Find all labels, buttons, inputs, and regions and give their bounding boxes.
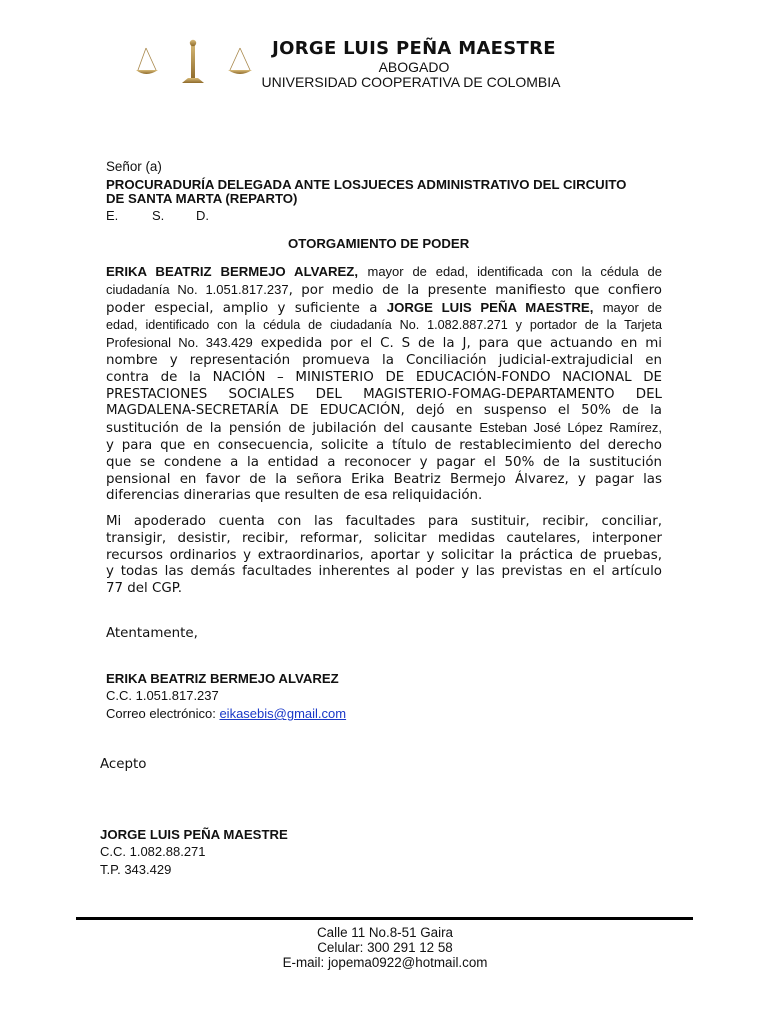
grant-paragraph: ERIKA BEATRIZ BERMEJO ALVAREZ, mayor de edad, identificada con la cédula de ciudadanía No. 1.051.817.237, por medio de la presente manifiesto que confiero poder especial, amplio y suficiente a JORGE LUIS PEÑA MAESTRE, mayor de edad, identificado con la cédula de ciudadanía No. 1.082.887.271 y portador de la Tarjeta Profesional No. 343.429 expedida por el C. S de la J, para que actuando en mi nombre y representación promueva la Conciliación judicial-extrajudicial en contra de la NACIÓN – MINISTERIO DE EDUCACIÓN-FONDO NACIONAL DE PRESTACIONES SOCIALES DEL MAGISTERIO-FOMAG-DEPARTAMENTO DEL MAGDALENA-SECRETARÍA DE EDUCACIÓN, dejó en suspenso el 50% de la sustitución de la pensión de jubilación del causante Esteban José López Ramírez, y para que en consecuencia, solicite a título de restablecimiento del derecho que se condene a la entidad a reconocer y pagar el 50% de la sustitución pensional en favor de la señora Erika Beatriz Bermejo Álvarez, y pagar las diferencias dinerarias que resulten de esa reliquidación. <box>106 264 663 504</box>
acepto: Acepto <box>100 757 147 772</box>
signer2-cc: C.C. 1.082.88.271 <box>100 844 206 859</box>
closing: Atentamente, <box>106 626 198 641</box>
footer-phone: Celular: 300 291 12 58 <box>317 940 453 955</box>
attorney-name: JORGE LUIS PEÑA MAESTRE, <box>386 299 594 315</box>
scales-of-justice-icon <box>134 36 252 86</box>
esd-e: E. <box>106 208 119 223</box>
header-university: UNIVERSIDAD COOPERATIVA DE COLOMBIA <box>261 74 561 90</box>
footer-divider <box>76 917 693 920</box>
recipient-line-2: DE SANTA MARTA (REPARTO) <box>106 191 298 206</box>
esd-d: D. <box>196 208 209 223</box>
signer1-cc: C.C. 1.051.817.237 <box>106 688 219 703</box>
grantor-name: ERIKA BEATRIZ BERMEJO ALVAREZ, <box>106 264 359 279</box>
salutation: Señor (a) <box>106 159 162 174</box>
header-name: JORGE LUIS PEÑA MAESTRE <box>272 38 556 59</box>
powers-paragraph: Mi apoderado cuenta con las facultades para sustituir, recibir, conciliar, transigir, desistir, recibir, reformar, solicitar medidas cautelares, interponer recursos ordinarios y extraordinarios, aportar y solicitar la práctica de pruebas, y todas las demás facultades inherentes al poder y las previstas en el artículo 77 del CGP. <box>106 514 662 597</box>
document-title: OTORGAMIENTO DE PODER <box>288 236 470 251</box>
signer2-tp: T.P. 343.429 <box>100 862 172 877</box>
signer1-name: ERIKA BEATRIZ BERMEJO ALVAREZ <box>106 671 339 686</box>
header-role: ABOGADO <box>378 59 450 75</box>
esd-s: S. <box>152 208 165 223</box>
email-label: Correo electrónico: <box>106 706 216 721</box>
signer1-email-row <box>106 706 346 721</box>
signer2-name: JORGE LUIS PEÑA MAESTRE <box>100 827 288 842</box>
footer-address: Calle 11 No.8-51 Gaira <box>317 925 453 940</box>
footer-email: E-mail: jopema0922@hotmail.com <box>282 955 488 970</box>
signer1-email-link[interactable]: eikasebis@gmail.com <box>219 706 347 721</box>
recipient-line-1: PROCURADURÍA DELEGADA ANTE LOSJUECES ADMINISTRATIVO DEL CIRCUITO <box>106 177 627 192</box>
